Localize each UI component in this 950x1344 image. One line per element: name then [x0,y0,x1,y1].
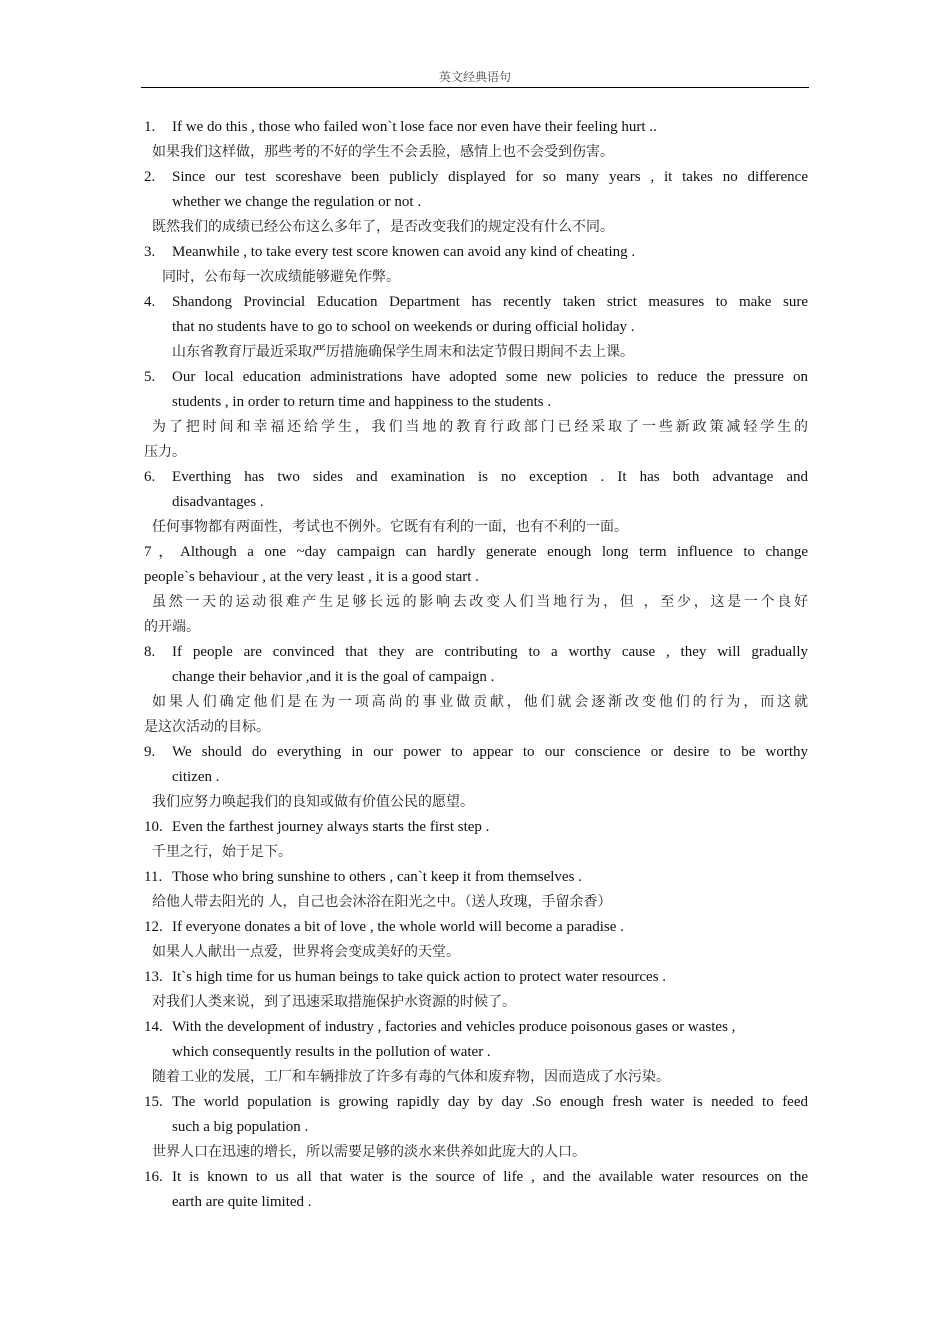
sentence-continuation [144,665,808,690]
chinese-translation [144,840,808,865]
sentence-continuation [144,1115,808,1140]
chinese-translation [144,790,808,815]
chinese-text: 世界人口在迅速的增长，所以需要足够的淡水来供养如此庞大的人口。 [152,1144,586,1160]
page-header [141,70,809,88]
item-number: 4. [144,294,156,310]
english-sentence-continued: disadvantages . [172,494,264,510]
chinese-translation [144,615,808,640]
numbered-sentence [144,115,808,140]
numbered-sentence [144,465,808,490]
english-sentence: It is known to us all that water is the source of life , and the available water resources on the [172,1169,808,1185]
english-sentence-continued: whether we change the regulation or not . [172,194,422,210]
item-number: 11. [144,869,163,885]
chinese-text: 随着工业的发展，工厂和车辆排放了许多有毒的气体和废弃物，因而造成了水污染。 [152,1069,670,1085]
item-number: 3. [144,244,156,260]
chinese-translation [144,990,808,1015]
english-sentence-continued: citizen . [172,769,220,785]
english-sentence-continued: change their behavior ,and it is the goal of campaign . [172,669,495,685]
chinese-text: 我们应努力唤起我们的良知或做有价值公民的愿望。 [152,794,474,810]
english-sentence: Our local education administrations have adopted some new policies to reduce the pressure on [172,369,808,385]
english-sentence: If we do this , those who failed won`t lose face nor even have their feeling hurt .. [172,119,657,135]
numbered-sentence [144,740,808,765]
numbered-sentence [144,1015,808,1040]
chinese-text: 的开端。 [144,619,200,635]
chinese-text: 同时，公布每一次成绩能够避免作弊。 [162,269,400,285]
header-title: 英文经典语句 [438,70,511,84]
item-number: 2. [144,169,156,185]
numbered-sentence [144,815,808,840]
chinese-text: 对我们人类来说，到了迅速采取措施保护水资源的时候了。 [152,994,516,1010]
chinese-text: 是这次活动的目标。 [144,719,270,735]
chinese-text: 任何事物都有两面性，考试也不例外。它既有有利的一面，也有不利的一面。 [152,519,628,535]
english-sentence: Everthing has two sides and examination is no exception . It has both advantage and [172,469,808,485]
chinese-translation [144,140,808,165]
english-sentence-continued: such a big population . [172,1119,309,1135]
chinese-translation [144,1140,808,1165]
chinese-text: 既然我们的成绩已经公布这么多年了，是否改变我们的规定没有什么不同。 [152,219,614,235]
chinese-translation [144,215,808,240]
numbered-sentence [144,1165,808,1190]
chinese-translation [144,515,808,540]
numbered-sentence [144,165,808,190]
sentence-continuation [144,1190,808,1215]
document-body [144,115,808,1215]
english-sentence-continued: which consequently results in the pollution of water . [172,1044,491,1060]
chinese-text: 如果我们这样做，那些考的不好的学生不会丢脸，感情上也不会受到伤害。 [152,144,614,160]
english-sentence: If people are convinced that they are contributing to a worthy cause , they will gradually [172,644,808,660]
english-sentence: Those who bring sunshine to others , can`t keep it from themselves . [172,869,582,885]
chinese-text: 虽然一天的运动很难产生足够长远的影响去改变人们当地行为，但 ，至少，这是一个良好 [152,594,808,610]
sentence-continuation [144,490,808,515]
numbered-sentence [144,640,808,665]
chinese-translation [144,440,808,465]
english-sentence: If everyone donates a bit of love , the whole world will become a paradise . [172,919,624,935]
english-sentence: Even the farthest journey always starts the first step . [172,819,490,835]
sentence-continuation [144,390,808,415]
item-number: 6. [144,469,156,485]
numbered-sentence [144,865,808,890]
chinese-text: 为了把时间和幸福还给学生，我们当地的教育行政部门已经采取了一些新政策减轻学生的 [152,419,808,435]
chinese-text: 如果人们确定他们是在为一项高尚的事业做贡献，他们就会逐渐改变他们的行为，而这就 [152,694,808,710]
item-number: 10. [144,819,163,835]
numbered-sentence [144,965,808,990]
english-sentence: Since our test scoreshave been publicly displayed for so many years , it takes no difference [172,169,808,185]
english-sentence: The world population is growing rapidly day by day .So enough fresh water is needed to feed [172,1094,808,1110]
chinese-text: 给他人带去阳光的 人，自己也会沐浴在阳光之中。（送人玫瑰，手留余香） [152,894,612,910]
english-sentence-continued: that no students have to go to school on weekends or during official holiday . [172,319,635,335]
item-number: 15. [144,1094,163,1110]
chinese-translation [144,690,808,715]
item-number: 8. [144,644,156,660]
english-sentence: Shandong Provincial Education Department has recently taken strict measures to make sure [172,294,808,310]
english-sentence-continued: earth are quite limited . [172,1194,312,1210]
chinese-translation [144,590,808,615]
item-number: 1. [144,119,156,135]
numbered-sentence [144,240,808,265]
english-sentence: people`s behaviour , at the very least , it is a good start . [144,569,479,585]
numbered-sentence [144,915,808,940]
chinese-translation [144,890,808,915]
chinese-translation [144,340,808,365]
item-number: 13. [144,969,163,985]
sentence-line [144,565,808,590]
english-sentence: It`s high time for us human beings to take quick action to protect water resources . [172,969,667,985]
sentence-continuation [144,1040,808,1065]
numbered-sentence [144,290,808,315]
item-number: 14. [144,1019,163,1035]
item-number: 12. [144,919,163,935]
chinese-text: 山东省教育厅最近采取严厉措施确保学生周末和法定节假日期间不去上课。 [172,344,634,360]
item-number: 5. [144,369,156,385]
chinese-text: 如果人人献出一点爱，世界将会变成美好的天堂。 [152,944,460,960]
sentence-line [144,540,808,565]
english-sentence: With the development of industry , factories and vehicles produce poisonous gases or wastes , [172,1019,736,1035]
chinese-translation [144,415,808,440]
numbered-sentence [144,1090,808,1115]
english-sentence: We should do everything in our power to appear to our conscience or desire to be worthy [172,744,808,760]
sentence-continuation [144,315,808,340]
chinese-translation [144,1065,808,1090]
sentence-continuation [144,190,808,215]
sentence-continuation [144,765,808,790]
item-number: 9. [144,744,156,760]
chinese-translation [144,940,808,965]
chinese-text: 千里之行，始于足下。 [152,844,292,860]
english-sentence: Meanwhile , to take every test score knowen can avoid any kind of cheating . [172,244,636,260]
english-sentence-continued: students , in order to return time and happiness to the students . [172,394,552,410]
chinese-translation [144,265,808,290]
chinese-translation [144,715,808,740]
chinese-text: 压力。 [144,444,186,460]
item-number: 16. [144,1169,163,1185]
numbered-sentence [144,365,808,390]
english-sentence: 7，Although a one ~day campaign can hardly generate enough long term influence to change [144,544,808,560]
